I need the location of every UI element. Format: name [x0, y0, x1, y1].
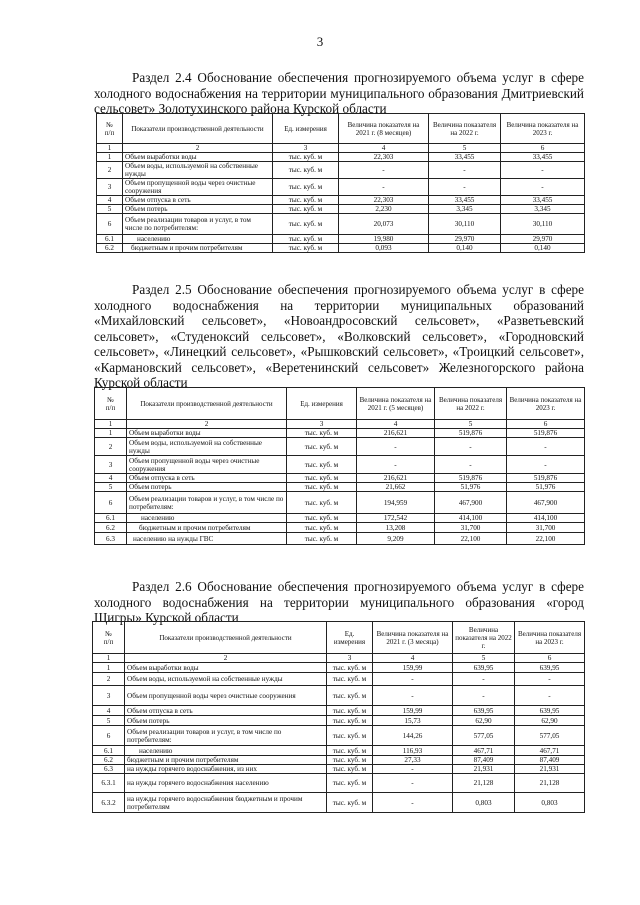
row-value-2023: 3,345 [501, 205, 585, 214]
row-value-2021: 216,621 [357, 474, 435, 483]
row-indicator: на нужды горячего водоснабжения населению [125, 774, 327, 793]
column-number: 6 [515, 654, 585, 663]
row-number: 6.3.1 [93, 774, 125, 793]
section-2-6-table [92, 621, 585, 813]
row-value-2023: - [507, 456, 585, 474]
row-value-2021: 194,959 [357, 492, 435, 514]
table-row [95, 492, 585, 514]
row-value-2023: - [507, 438, 585, 456]
table-row [97, 214, 585, 235]
column-header-col6: Величина показателя на 2023 г. [507, 388, 585, 420]
table-row [93, 756, 585, 765]
column-header-unit: Ед. измерения [273, 114, 339, 144]
row-unit: тыс. куб. м [287, 429, 357, 438]
table-row [95, 523, 585, 533]
column-number: 5 [429, 144, 501, 153]
row-indicator: Объем пропущенной воды через очистные сооружения [127, 456, 287, 474]
row-value-2021: 116,93 [373, 746, 453, 756]
row-unit: тыс. куб. м [273, 214, 339, 235]
row-unit: тыс. куб. м [287, 523, 357, 533]
row-indicator: бюджетным и прочим потребителям [125, 756, 327, 765]
row-number: 4 [97, 196, 123, 205]
row-value-2021: 13,208 [357, 523, 435, 533]
table-row [95, 429, 585, 438]
row-value-2021: 15,73 [373, 716, 453, 726]
row-value-2021: - [339, 162, 429, 179]
column-number: 4 [373, 654, 453, 663]
column-header-num: № п/п [95, 388, 127, 420]
row-unit: тыс. куб. м [327, 726, 373, 746]
row-indicator: населению [125, 746, 327, 756]
table-header-row [93, 622, 585, 654]
row-value-2022: - [435, 438, 507, 456]
table-row [93, 793, 585, 813]
column-number: 2 [123, 144, 273, 153]
column-number-row [93, 654, 585, 663]
row-value-2021: - [373, 673, 453, 686]
table-header-row [95, 388, 585, 420]
row-value-2023: 519,876 [507, 429, 585, 438]
row-indicator: Объем потерь [123, 205, 273, 214]
row-unit: тыс. куб. м [273, 205, 339, 214]
row-value-2023: 467,900 [507, 492, 585, 514]
table-row [97, 205, 585, 214]
row-value-2022: 519,876 [435, 474, 507, 483]
column-number: 2 [127, 420, 287, 429]
row-unit: тыс. куб. м [273, 153, 339, 162]
row-value-2023: 639,95 [515, 663, 585, 673]
row-value-2022: 29,970 [429, 235, 501, 244]
column-header-indicator: Показатели производственной деятельности [125, 622, 327, 654]
row-value-2022: 519,876 [435, 429, 507, 438]
row-value-2022: 87,409 [453, 756, 515, 765]
column-number: 2 [125, 654, 327, 663]
row-number: 4 [93, 706, 125, 716]
row-value-2022: 577,05 [453, 726, 515, 746]
row-value-2022: 33,455 [429, 196, 501, 205]
row-value-2023: 51,976 [507, 483, 585, 492]
row-value-2022: - [429, 179, 501, 196]
row-unit: тыс. куб. м [327, 716, 373, 726]
row-value-2022: - [429, 162, 501, 179]
table-row [93, 765, 585, 774]
row-indicator: Объем реализации товаров и услуг, в том числе по потребителям: [123, 214, 273, 235]
row-number: 1 [95, 429, 127, 438]
row-number: 5 [93, 716, 125, 726]
row-value-2022: 639,95 [453, 706, 515, 716]
row-number: 1 [97, 153, 123, 162]
row-unit: тыс. куб. м [287, 483, 357, 492]
row-value-2021: - [373, 793, 453, 813]
row-unit: тыс. куб. м [327, 756, 373, 765]
row-unit: тыс. куб. м [287, 514, 357, 523]
row-unit: тыс. куб. м [287, 492, 357, 514]
row-number: 1 [93, 663, 125, 673]
row-unit: тыс. куб. м [273, 179, 339, 196]
row-unit: тыс. куб. м [287, 438, 357, 456]
row-value-2021: 159,99 [373, 706, 453, 716]
row-indicator: на нужды горячего водоснабжения, из них [125, 765, 327, 774]
table-row [93, 774, 585, 793]
column-number-row [95, 420, 585, 429]
row-value-2021: 144,26 [373, 726, 453, 746]
row-value-2022: 467,900 [435, 492, 507, 514]
row-value-2022: 3,345 [429, 205, 501, 214]
row-value-2021: 22,303 [339, 196, 429, 205]
row-value-2023: 33,455 [501, 196, 585, 205]
row-value-2022: 21,931 [453, 765, 515, 774]
row-unit: тыс. куб. м [327, 663, 373, 673]
row-indicator: Объем выработки воды [125, 663, 327, 673]
row-value-2023: 22,100 [507, 533, 585, 545]
column-number: 1 [97, 144, 123, 153]
row-value-2022: 62,90 [453, 716, 515, 726]
row-indicator: Объем отпуска в сеть [127, 474, 287, 483]
row-number: 2 [93, 673, 125, 686]
row-number: 6.1 [95, 514, 127, 523]
row-indicator: бюджетным и прочим потребителям [123, 244, 273, 253]
row-number: 2 [95, 438, 127, 456]
row-value-2023: - [501, 179, 585, 196]
column-number-row [97, 144, 585, 153]
table-row [95, 533, 585, 545]
row-value-2021: - [373, 765, 453, 774]
column-number: 4 [339, 144, 429, 153]
table-row [93, 746, 585, 756]
row-value-2023: 33,455 [501, 153, 585, 162]
row-number: 6.3.2 [93, 793, 125, 813]
row-number: 2 [97, 162, 123, 179]
row-value-2021: - [357, 456, 435, 474]
row-indicator: Объем выработки воды [123, 153, 273, 162]
page-number: 3 [316, 34, 324, 49]
row-value-2022: 21,128 [453, 774, 515, 793]
row-value-2021: - [373, 774, 453, 793]
row-number: 6.3 [93, 765, 125, 774]
column-header-indicator: Показатели производственной деятельности [127, 388, 287, 420]
table-row [93, 686, 585, 706]
row-number: 3 [93, 686, 125, 706]
table-header-row [97, 114, 585, 144]
row-indicator: Объем пропущенной воды через очистные сооружения [125, 686, 327, 706]
row-value-2023: 0,140 [501, 244, 585, 253]
row-unit: тыс. куб. м [273, 162, 339, 179]
table-row [93, 663, 585, 673]
row-value-2021: 27,33 [373, 756, 453, 765]
row-number: 6.2 [97, 244, 123, 253]
row-value-2023: 639,95 [515, 706, 585, 716]
table-row [93, 726, 585, 746]
row-value-2021: 21,662 [357, 483, 435, 492]
column-header-col5: Величина показателя на 2022 г. [435, 388, 507, 420]
row-number: 6 [93, 726, 125, 746]
row-indicator: Объем потерь [127, 483, 287, 492]
column-number: 4 [357, 420, 435, 429]
column-header-col4: Величина показателя на 2021 г. (5 месяцев) [357, 388, 435, 420]
row-value-2022: - [453, 686, 515, 706]
row-unit: тыс. куб. м [327, 673, 373, 686]
table-row [97, 235, 585, 244]
table-row [93, 716, 585, 726]
row-indicator: населению на нужды ГВС [127, 533, 287, 545]
table-row [97, 153, 585, 162]
row-unit: тыс. куб. м [287, 533, 357, 545]
row-value-2023: 21,931 [515, 765, 585, 774]
row-unit: тыс. куб. м [327, 774, 373, 793]
row-number: 6.1 [97, 235, 123, 244]
row-number: 6 [95, 492, 127, 514]
row-value-2021: 2,230 [339, 205, 429, 214]
row-indicator: населению [127, 514, 287, 523]
row-indicator: Объем отпуска в сеть [123, 196, 273, 205]
row-value-2021: 9,209 [357, 533, 435, 545]
row-value-2023: 87,409 [515, 756, 585, 765]
row-value-2021: - [339, 179, 429, 196]
section-2-6-heading: Раздел 2.6 Обоснование обеспечения прогнозируемого объема услуг в сфере холодного водоснабжения на территории муниципального образования «город Щигры» Курской области [94, 579, 584, 625]
table-row [95, 483, 585, 492]
row-indicator: Объем воды, используемой на собственные нужды [125, 673, 327, 686]
column-number: 3 [327, 654, 373, 663]
row-value-2023: 31,700 [507, 523, 585, 533]
row-value-2021: - [373, 686, 453, 706]
row-indicator: Объем потерь [125, 716, 327, 726]
column-header-col5: Величина показателя на 2022 г. [453, 622, 515, 654]
section-2-5-heading: Раздел 2.5 Обоснование обеспечения прогнозируемого объема услуг в сфере холодного водоснабжения на территории муниципальных образований «Михайловский сельсовет», «Новоандросовский сельсовет», «Разветьевский сельсовет», «Студеноксий сельсовет», «Волковский сельсовет», «Городновский сельсовет», «Линецкий сельсовет», «Рышковский сельсовет», «Троицкий сельсовет», «Кармановский сельсовет», «Веретенинский сельсовет» Железногорского района Курской области [94, 282, 584, 390]
column-header-col5: Величина показателя на 2022 г. [429, 114, 501, 144]
table-row [97, 179, 585, 196]
table-row [95, 514, 585, 523]
row-value-2023: 21,128 [515, 774, 585, 793]
row-value-2023: - [501, 162, 585, 179]
row-value-2023: 414,100 [507, 514, 585, 523]
row-value-2022: 639,95 [453, 663, 515, 673]
column-number: 1 [95, 420, 127, 429]
row-indicator: населению [123, 235, 273, 244]
row-indicator: Объем воды, используемой на собственные нужды [123, 162, 273, 179]
row-indicator: на нужды горячего водоснабжения бюджетным и прочим потребителям [125, 793, 327, 813]
row-value-2023: 577,05 [515, 726, 585, 746]
row-value-2021: 19,980 [339, 235, 429, 244]
table-row [97, 196, 585, 205]
column-number: 1 [93, 654, 125, 663]
row-value-2022: 22,100 [435, 533, 507, 545]
row-value-2022: 33,455 [429, 153, 501, 162]
row-value-2021: 0,093 [339, 244, 429, 253]
row-value-2022: 51,976 [435, 483, 507, 492]
row-value-2021: 20,073 [339, 214, 429, 235]
table-row [95, 438, 585, 456]
column-number: 5 [435, 420, 507, 429]
row-value-2023: 29,970 [501, 235, 585, 244]
row-value-2021: 159,99 [373, 663, 453, 673]
column-header-num: № п/п [97, 114, 123, 144]
section-2-5-table [94, 387, 585, 545]
column-header-col6: Величина показателя на 2023 г. [501, 114, 585, 144]
column-number: 6 [507, 420, 585, 429]
row-unit: тыс. куб. м [273, 244, 339, 253]
row-value-2022: - [435, 456, 507, 474]
row-value-2023: 30,110 [501, 214, 585, 235]
column-number: 3 [273, 144, 339, 153]
table-row [95, 456, 585, 474]
row-indicator: Объем отпуска в сеть [125, 706, 327, 716]
column-header-col4: Величина показателя на 2021 г. (8 месяцев) [339, 114, 429, 144]
row-value-2021: - [357, 438, 435, 456]
row-number: 6.2 [93, 756, 125, 765]
row-number: 3 [95, 456, 127, 474]
row-number: 3 [97, 179, 123, 196]
row-value-2021: 172,542 [357, 514, 435, 523]
row-number: 4 [95, 474, 127, 483]
table-row [93, 673, 585, 686]
row-value-2021: 216,621 [357, 429, 435, 438]
row-number: 5 [95, 483, 127, 492]
table-row [93, 706, 585, 716]
column-header-col4: Величина показателя на 2021 г. (3 месяца) [373, 622, 453, 654]
row-value-2023: 0,803 [515, 793, 585, 813]
row-unit: тыс. куб. м [327, 706, 373, 716]
row-number: 6.1 [93, 746, 125, 756]
row-value-2022: 467,71 [453, 746, 515, 756]
section-2-4-table [96, 113, 585, 253]
table-row [95, 474, 585, 483]
row-value-2022: 414,100 [435, 514, 507, 523]
row-unit: тыс. куб. м [327, 765, 373, 774]
row-unit: тыс. куб. м [287, 456, 357, 474]
row-value-2023: 519,876 [507, 474, 585, 483]
row-value-2023: - [515, 673, 585, 686]
row-value-2021: 22,303 [339, 153, 429, 162]
row-value-2022: 0,803 [453, 793, 515, 813]
row-indicator: Объем воды, используемой на собственные нужды [127, 438, 287, 456]
row-indicator: Объем реализации товаров и услуг, в том числе по потребителям: [127, 492, 287, 514]
row-value-2022: 30,110 [429, 214, 501, 235]
row-value-2023: 62,90 [515, 716, 585, 726]
table-row [97, 244, 585, 253]
row-number: 5 [97, 205, 123, 214]
section-2-4-heading: Раздел 2.4 Обоснование обеспечения прогнозируемого объема услуг в сфере холодного водоснабжения на территории муниципального образования Дмитриевский сельсовет» Золотухинского района Курской области [94, 70, 584, 116]
column-number: 6 [501, 144, 585, 153]
table-row [97, 162, 585, 179]
column-header-indicator: Показатели производственной деятельности [123, 114, 273, 144]
row-value-2023: - [515, 686, 585, 706]
row-unit: тыс. куб. м [273, 235, 339, 244]
column-number: 5 [453, 654, 515, 663]
row-unit: тыс. куб. м [327, 686, 373, 706]
column-header-col6: Величина показателя на 2023 г. [515, 622, 585, 654]
row-value-2022: 31,700 [435, 523, 507, 533]
row-value-2023: 467,71 [515, 746, 585, 756]
row-number: 6.3 [95, 533, 127, 545]
row-number: 6 [97, 214, 123, 235]
column-header-unit: Ед. измерения [327, 622, 373, 654]
row-unit: тыс. куб. м [273, 196, 339, 205]
row-unit: тыс. куб. м [327, 793, 373, 813]
row-unit: тыс. куб. м [287, 474, 357, 483]
row-unit: тыс. куб. м [327, 746, 373, 756]
row-indicator: бюджетным и прочим потребителям [127, 523, 287, 533]
column-number: 3 [287, 420, 357, 429]
column-header-unit: Ед. измерения [287, 388, 357, 420]
row-indicator: Объем выработки воды [127, 429, 287, 438]
row-value-2022: - [453, 673, 515, 686]
row-number: 6.2 [95, 523, 127, 533]
column-header-num: № п/п [93, 622, 125, 654]
row-value-2022: 0,140 [429, 244, 501, 253]
row-indicator: Объем реализации товаров и услуг, в том числе по потребителям: [125, 726, 327, 746]
row-indicator: Объем пропущенной воды через очистные сооружения [123, 179, 273, 196]
